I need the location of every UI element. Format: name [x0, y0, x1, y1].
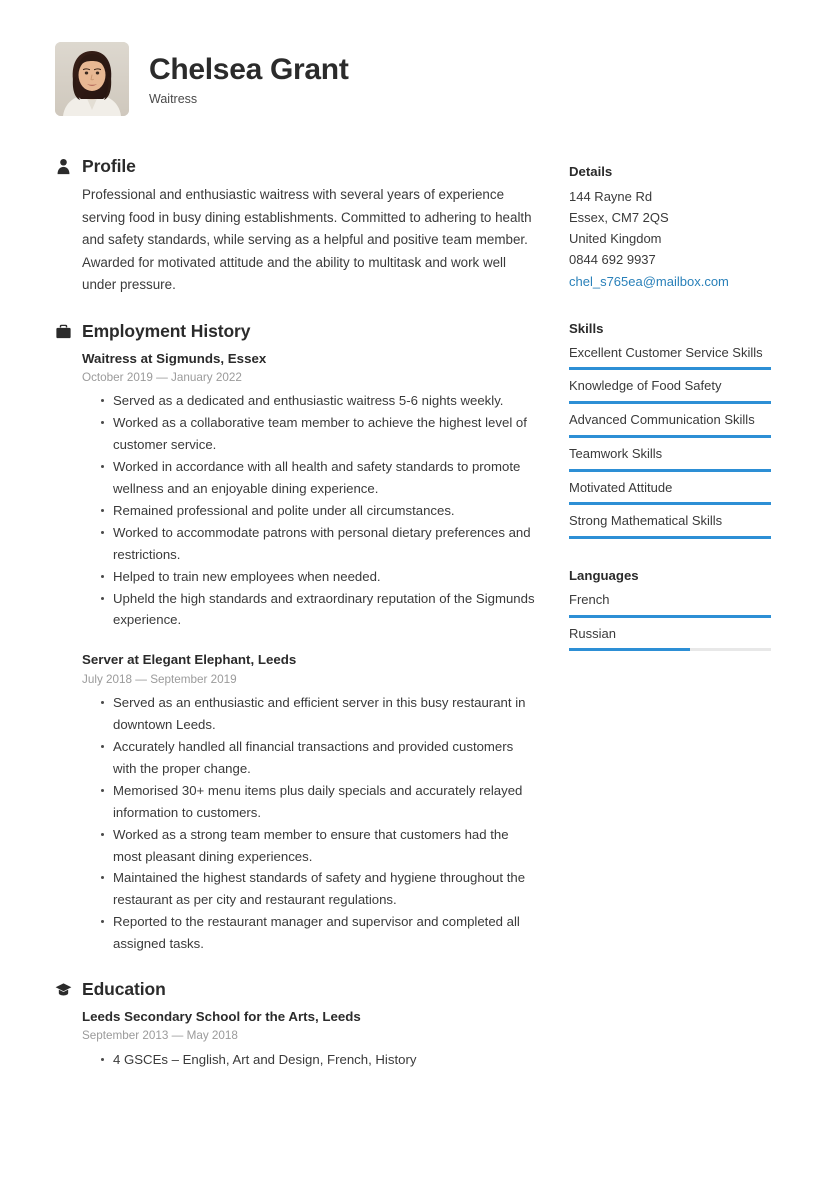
skill-item: [569, 376, 771, 404]
list-item: Served as an enthusiastic and efficient server in this busy restaurant in downtown Leeds.: [82, 692, 535, 736]
entry-bullets: [82, 1049, 535, 1071]
list-item: Memorised 30+ menu items plus daily specials and accurately relayed information to customers.: [82, 780, 535, 824]
skill-rating-fill: [569, 401, 771, 404]
sidebar-column: [569, 156, 771, 678]
entry-bullets: [82, 390, 535, 631]
entry-date: September 2013 — May 2018: [82, 1029, 238, 1043]
entry-title: Waitress at Sigmunds, Essex: [82, 350, 267, 366]
resume-columns: [55, 156, 785, 1095]
skill-label: Strong Mathematical Skills: [569, 513, 723, 529]
skill-item: [569, 410, 771, 438]
language-item: [569, 624, 771, 652]
page-title: Chelsea Grant: [149, 52, 349, 86]
entry-date: July 2018 — September 2019: [82, 672, 237, 686]
skill-rating-fill: [569, 435, 771, 438]
header-text: [149, 53, 349, 106]
sidebar-skills: [569, 319, 771, 539]
section-profile: [55, 156, 535, 297]
section-body-profile: [55, 184, 535, 297]
skill-rating-fill: [569, 536, 771, 539]
list-item: Remained professional and polite under all circumstances.: [82, 500, 535, 522]
briefcase-icon: [55, 323, 72, 340]
avatar: [55, 42, 129, 116]
language-rating-bar: [569, 615, 771, 618]
job-title: Waitress: [149, 91, 198, 106]
skill-rating-fill: [569, 367, 771, 370]
profile-text: Professional and enthusiastic waitress with several years of experience serving food in busy dining establishments. Committed to adhering to health and safety standards, while serving as a helpful and positive team member. Awarded for motivated attitude and the ability to multitask and work well under pressure.: [82, 187, 532, 293]
language-label: French: [569, 591, 610, 607]
section-employment-history: [55, 321, 535, 955]
skill-item: [569, 343, 771, 371]
section-body-employment-history: [55, 349, 535, 955]
skill-rating-fill: [569, 469, 771, 472]
education-entry: [82, 1007, 535, 1071]
skill-label: Motivated Attitude: [569, 479, 673, 495]
section-body-education: [55, 1007, 535, 1071]
detail-address-city: Essex, CM7 2QS: [569, 209, 669, 225]
section-title: Profile: [82, 156, 136, 176]
language-item: [569, 590, 771, 618]
list-item: Served as a dedicated and enthusiastic waitress 5-6 nights weekly.: [82, 390, 535, 412]
list-item: Reported to the restaurant manager and supervisor and completed all assigned tasks.: [82, 911, 535, 955]
sidebar-details: [569, 162, 771, 292]
main-column: [55, 156, 535, 1095]
list-item: Worked to accommodate patrons with personal dietary preferences and restrictions.: [82, 522, 535, 566]
person-icon: [55, 158, 72, 175]
sidebar-section-title: Languages: [569, 568, 639, 584]
skill-rating-bar: [569, 435, 771, 438]
list-item: 4 GSCEs – English, Art and Design, French, History: [82, 1049, 535, 1071]
entry-title: Server at Elegant Elephant, Leeds: [82, 652, 297, 668]
skill-rating-bar: [569, 536, 771, 539]
language-rating-fill: [569, 648, 690, 651]
list-item: Worked as a collaborative team member to achieve the highest level of customer service.: [82, 412, 535, 456]
section-title: Employment History: [82, 320, 251, 341]
resume-header: [55, 40, 785, 118]
detail-phone: 0844 692 9937: [569, 252, 656, 268]
list-item: Maintained the highest standards of safety and hygiene throughout the restaurant as per city and restaurant regulations.: [82, 867, 535, 911]
detail-email-link[interactable]: chel_s765ea@mailbox.com: [569, 273, 729, 289]
language-label: Russian: [569, 625, 616, 641]
sidebar-section-title: Skills: [569, 320, 604, 336]
list-item: Accurately handled all financial transactions and provided customers with the proper change.: [82, 736, 535, 780]
section-header-profile: [55, 156, 535, 177]
skill-label: Teamwork Skills: [569, 445, 663, 461]
skill-rating-bar: [569, 469, 771, 472]
section-header-education: [55, 979, 535, 1000]
entry-title: Leeds Secondary School for the Arts, Leeds: [82, 1009, 361, 1025]
language-rating-bar: [569, 648, 771, 651]
employment-entry: [82, 349, 535, 632]
skill-rating-bar: [569, 401, 771, 404]
skill-rating-fill: [569, 502, 771, 505]
detail-address-country: United Kingdom: [569, 231, 662, 247]
language-rating-fill: [569, 615, 771, 618]
employment-entry: [82, 650, 535, 955]
profile-photo-icon: [55, 42, 129, 116]
entry-date: October 2019 — January 2022: [82, 370, 242, 384]
skill-item: [569, 511, 771, 539]
sidebar-section-title: Details: [569, 164, 613, 179]
graduation-cap-icon: [55, 981, 72, 998]
section-title: Education: [82, 979, 166, 1000]
list-item: Upheld the high standards and extraordinary reputation of the Sigmunds experience.: [82, 588, 535, 632]
list-item: Worked as a strong team member to ensure that customers had the most pleasant dining experiences.: [82, 824, 535, 868]
skill-label: Knowledge of Food Safety: [569, 378, 722, 394]
skill-label: Advanced Communication Skills: [569, 412, 755, 428]
list-item: Helped to train new employees when needed.: [82, 566, 535, 588]
skill-rating-bar: [569, 502, 771, 505]
skill-label: Excellent Customer Service Skills: [569, 344, 763, 360]
list-item: Worked in accordance with all health and safety standards to promote wellness and an enjoyable dining experience.: [82, 456, 535, 500]
skill-item: [569, 444, 771, 472]
sidebar-languages: [569, 566, 771, 651]
skill-item: [569, 478, 771, 506]
section-education: [55, 979, 535, 1071]
section-header-employment-history: [55, 321, 535, 342]
detail-address-street: 144 Rayne Rd: [569, 188, 653, 204]
entry-bullets: [82, 692, 535, 955]
skill-rating-bar: [569, 367, 771, 370]
